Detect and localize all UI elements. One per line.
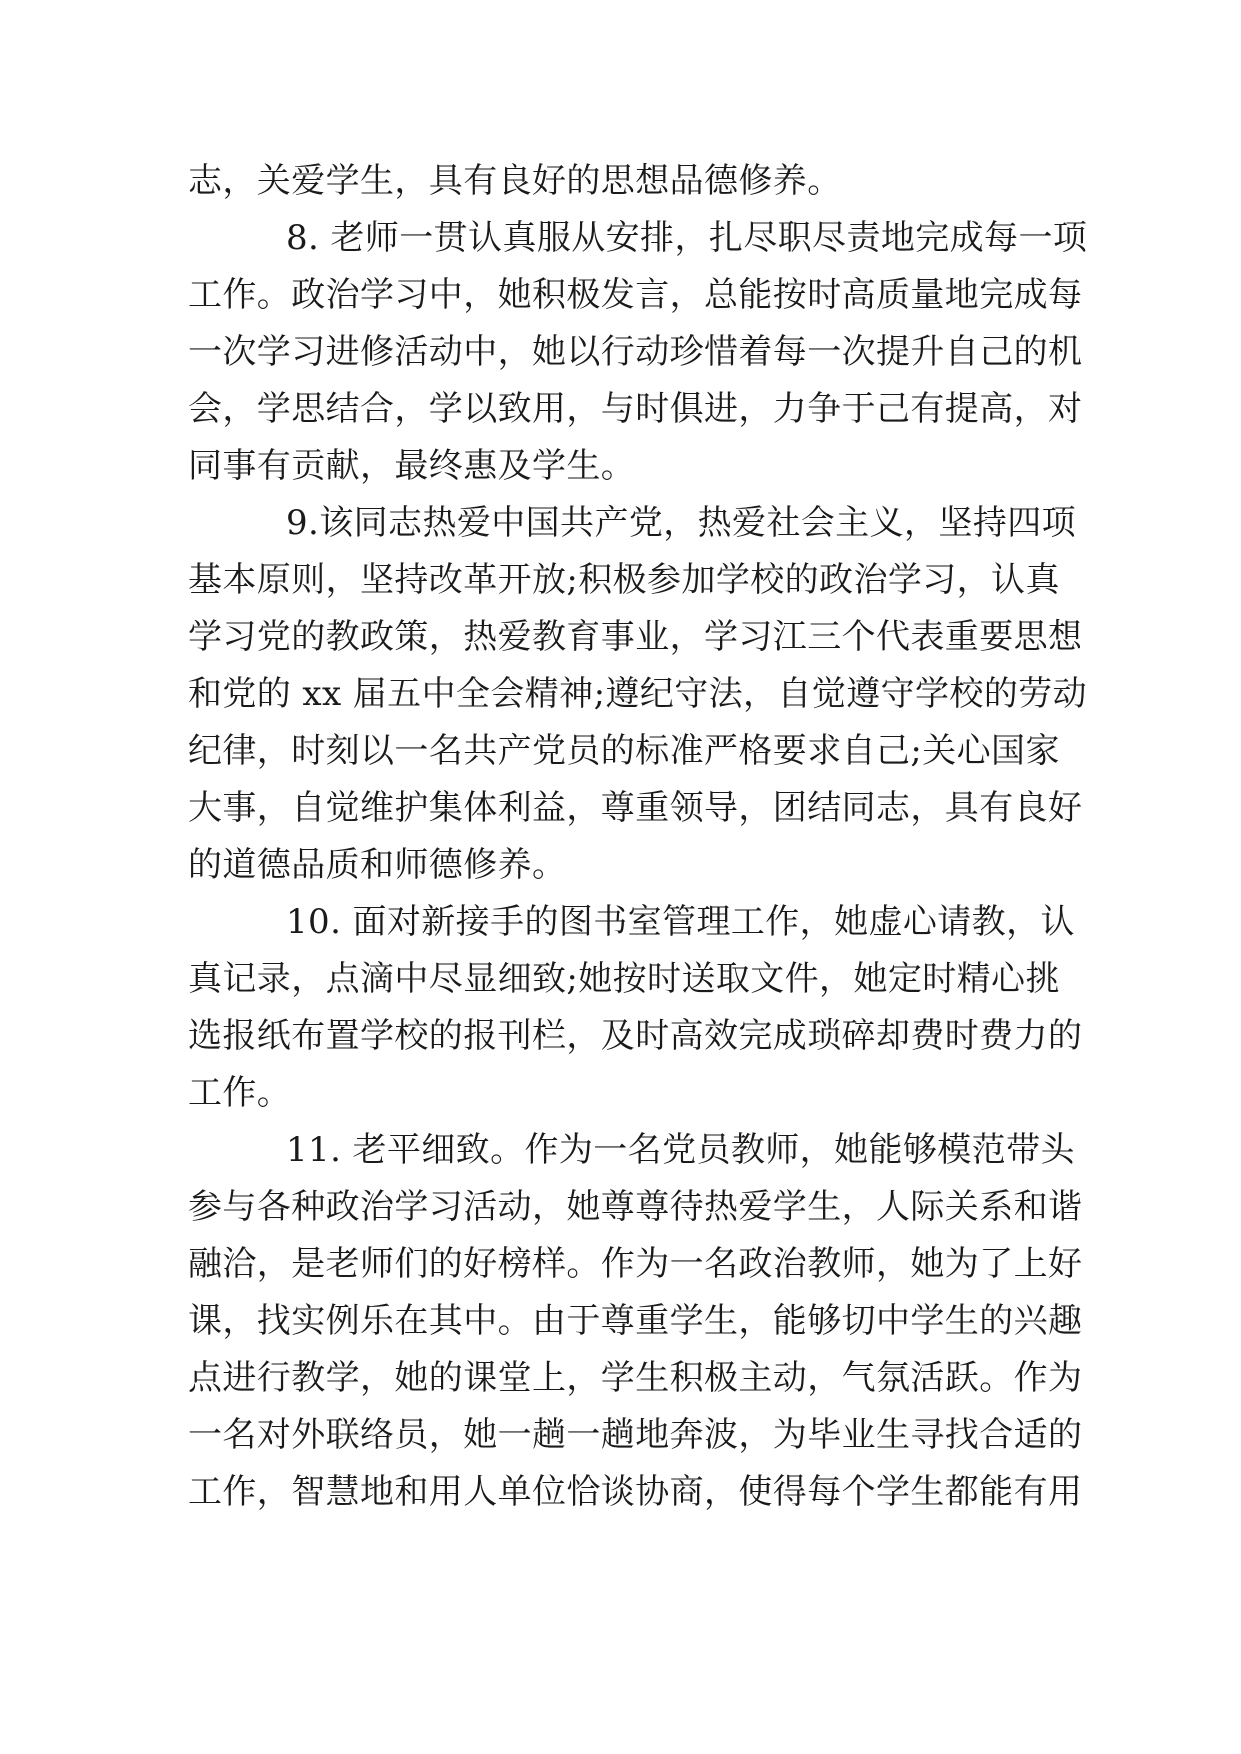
text-line: 同事有贡献，最终惠及学生。: [188, 446, 636, 486]
text-line: 一名对外联络员，她一趟一趟地奔波，为毕业生寻找合适的: [188, 1415, 1083, 1455]
text-line: 真记录，点滴中尽显细致;她按时送取文件，她定时精心挑: [188, 959, 1060, 999]
text-line: 纪律，时刻以一名共产党员的标准严格要求自己;关心国家: [188, 731, 1060, 771]
text-line: 工作，智慧地和用人单位恰谈协商，使得每个学生都能有用: [188, 1472, 1083, 1512]
text-line: 融洽，是老师们的好榜样。作为一名政治教师，她为了上好: [188, 1244, 1083, 1284]
text-line: 学习党的教政策，热爱教育事业，学习江三个代表重要思想: [188, 617, 1083, 657]
text-line: 基本原则，坚持改革开放;积极参加学校的政治学习，认真: [188, 560, 1060, 600]
text-line: 大事，自觉维护集体利益，尊重领导，团结同志，具有良好: [188, 788, 1083, 828]
text-line: 参与各种政治学习活动，她尊尊待热爱学生，人际关系和谐: [188, 1187, 1083, 1227]
text-line: 一次学习进修活动中，她以行动珍惜着每一次提升自己的机: [188, 332, 1083, 372]
text-line: 工作。: [188, 1073, 292, 1113]
text-line: 课，找实例乐在其中。由于尊重学生，能够切中学生的兴趣: [188, 1301, 1083, 1341]
text-line: 工作。政治学习中，她积极发言，总能按时高质量地完成每: [188, 275, 1083, 315]
document-body: [188, 153, 1088, 1521]
text-line: 志，关爱学生，具有良好的思想品德修养。: [188, 161, 842, 201]
paragraph-11-first-line: 11. 老平细致。作为一名党员教师，她能够模范带头: [286, 1130, 1075, 1170]
text-line: 的道德品质和师德修养。: [188, 845, 567, 885]
text-line: 会，学思结合，学以致用，与时俱进，力争于己有提高，对: [188, 389, 1083, 429]
text-line: 和党的 xx 届五中全会精神;遵纪守法，自觉遵守学校的劳动: [188, 674, 1088, 714]
paragraph-9-first-line: 9.该同志热爱中国共产党，热爱社会主义，坚持四项: [286, 503, 1077, 543]
paragraph-8-first-line: 8. 老师一贯认真服从安排，扎尽职尽责地完成每一项: [286, 218, 1088, 258]
text-line: 点进行教学，她的课堂上，学生积极主动，气氛活跃。作为: [188, 1358, 1083, 1398]
paragraph-10-first-line: 10. 面对新接手的图书室管理工作，她虚心请教，认: [286, 902, 1075, 942]
text-line: 选报纸布置学校的报刊栏，及时高效完成琐碎却费时费力的: [188, 1016, 1083, 1056]
